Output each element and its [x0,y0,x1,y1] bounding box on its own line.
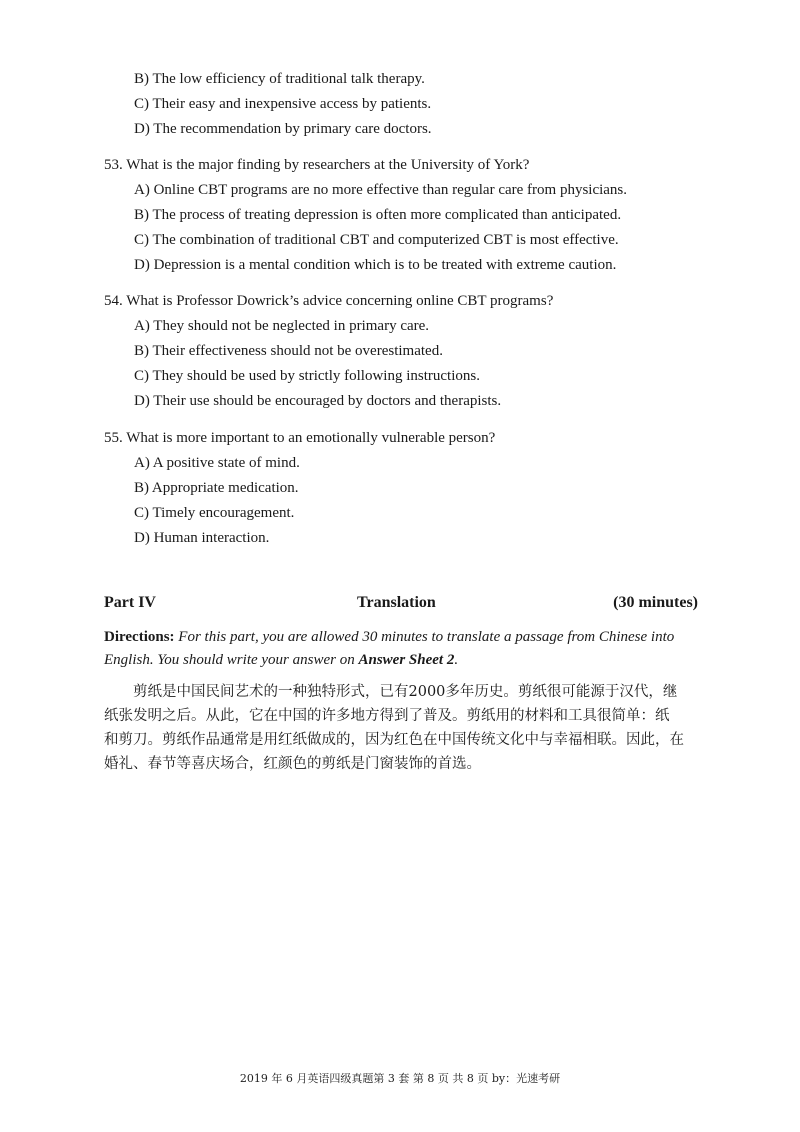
answer-sheet-ref: Answer Sheet 2 [358,652,455,668]
option-c: C) They should be used by strictly following instructions. [134,368,480,384]
directions-text: For this part, you are allowed 30 minutes to translate a passage from Chinese into English. You should write your answer on [104,629,675,668]
option-52-c: C) Their easy and inexpensive access by patients. [134,96,432,112]
directions-label: Directions: [104,629,175,645]
option-d: D) Their use should be encouraged by doctors and therapists. [134,393,502,409]
directions-period: . [454,652,459,668]
option-b: B) Their effectiveness should not be overestimated. [134,343,443,359]
part-heading [104,594,698,616]
option-a: A) They should not be neglected in primary care. [134,318,430,334]
part-label: Part IV [104,594,156,611]
option-d: D) Human interaction. [134,530,270,546]
question-stem: 53. What is the major finding by researchers at the University of York? [104,157,530,173]
option-c: C) Timely encouragement. [134,505,295,521]
option-b: B) Appropriate medication. [134,480,299,496]
question-stem: 54. What is Professor Dowrick’s advice concerning online CBT programs? [104,293,554,309]
option-a: A) Online CBT programs are no more effective than regular care from physicians. [134,182,628,198]
option-a: A) A positive state of mind. [134,455,300,471]
passage-line: 剪纸是中国民间艺术的一种独特形式，已有2000多年历史。剪纸很可能源于汉代，继 [133,684,678,700]
page-footer: 2019 年 6 月英语四级真题第 3 套 第 8 页 共 8 页 by：光速考研 [239,1072,561,1085]
part-time-limit: (30 minutes) [613,594,698,611]
option-c: C) The combination of traditional CBT and computerized CBT is most effective. [134,232,619,248]
passage-line: 纸张发明之后。从此，它在中国的许多地方得到了普及。剪纸用的材料和工具很简单：纸 [104,708,670,724]
question-stem: 55. What is more important to an emotionally vulnerable person? [104,430,496,446]
option-b: B) The process of treating depression is often more complicated than anticipated. [134,207,622,223]
directions [104,626,704,672]
option-52-d: D) The recommendation by primary care doctors. [134,121,432,137]
part-title: Translation [357,594,436,611]
passage-line: 和剪刀。剪纸作品通常是用红纸做成的，因为红色在中国传统文化中与幸福相联。因此，在 [104,732,684,748]
option-d: D) Depression is a mental condition which is to be treated with extreme caution. [134,257,617,273]
option-52-b: B) The low efficiency of traditional talk therapy. [134,71,425,87]
passage-line: 婚礼、春节等喜庆场合，红颜色的剪纸是门窗装饰的首选。 [104,756,481,772]
